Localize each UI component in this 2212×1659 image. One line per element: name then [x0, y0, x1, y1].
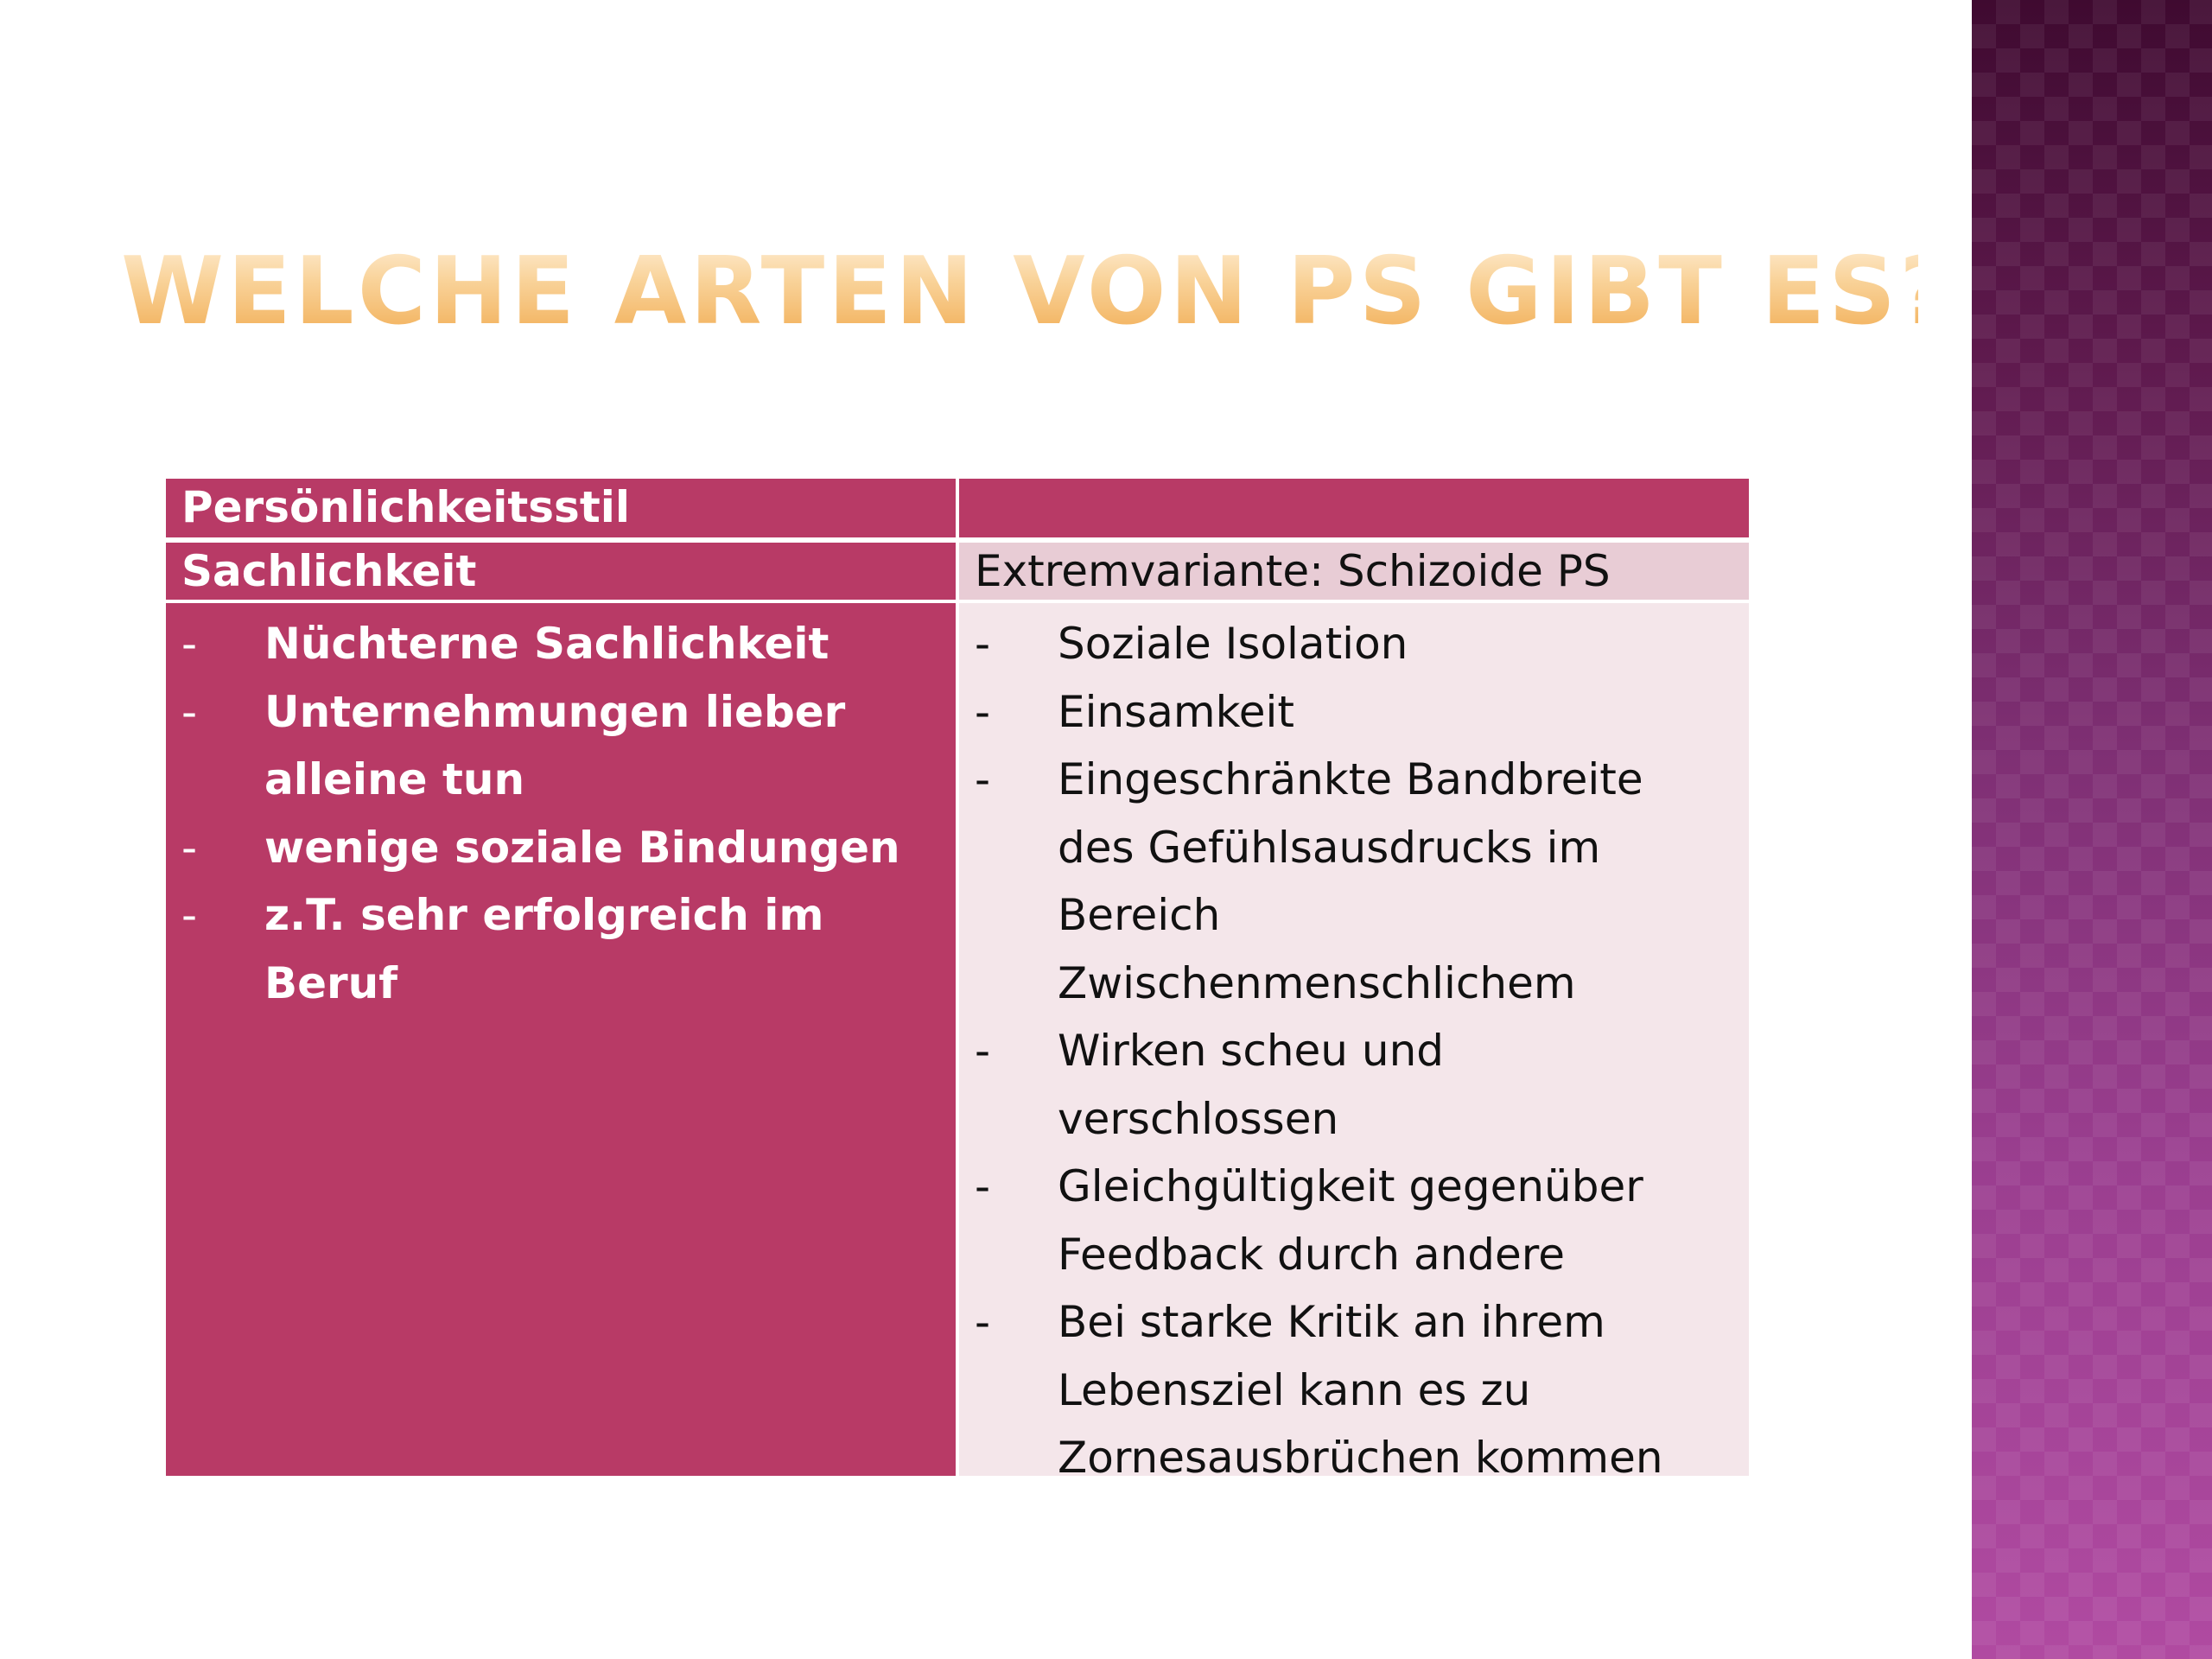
header-left-text: Persönlichkeitsstil [181, 482, 630, 532]
bullet-text-line: Gleichgültigkeit gegenüber [1058, 1161, 1643, 1211]
left-list-item [181, 678, 942, 814]
body-cell-right [959, 603, 1749, 1476]
bullet-dash: - [975, 1297, 991, 1347]
bullet-dash: - [975, 619, 991, 669]
bullet-dash: - [975, 1161, 991, 1211]
bullet-dash: - [181, 822, 198, 873]
bullet-text-line: Bei starke Kritik an ihrem [1058, 1297, 1605, 1347]
header-cell-right [959, 479, 1749, 537]
bullet-dash: - [975, 754, 991, 804]
right-list-item [975, 1017, 1735, 1153]
decorative-side-band [1972, 0, 2212, 1659]
bullet-text-line: Feedback durch andere [1058, 1229, 1566, 1280]
bullet-text-line: verschlossen [1058, 1093, 1339, 1144]
bullet-text-line: alleine tun [264, 754, 525, 804]
bullet-dash: - [975, 686, 991, 737]
right-list-item [975, 746, 1735, 1017]
bullet-dash: - [181, 686, 198, 737]
subheader-cell-right [959, 543, 1749, 600]
left-list-item [181, 814, 942, 882]
right-list-item [975, 1288, 1735, 1476]
subheader-right-text: Extremvariante: Schizoide PS [975, 546, 1611, 596]
bullet-text-line: des Gefühlsausdrucks im [1058, 822, 1601, 873]
bullet-text-line: Nüchterne Sachlichkeit [264, 619, 830, 669]
comparison-table [166, 479, 1749, 1476]
right-list-item [975, 1153, 1735, 1288]
right-list-item [975, 678, 1735, 747]
bullet-text-line: Lebensziel kann es zu [1058, 1364, 1531, 1415]
bullet-text-line: wenige soziale Bindungen [264, 822, 900, 873]
left-list-item [181, 881, 942, 1017]
bullet-text-line: Eingeschränkte Bandbreite [1058, 754, 1643, 804]
left-list-item [181, 610, 942, 678]
subheader-cell-left [166, 543, 956, 600]
body-cell-left [166, 603, 956, 1476]
bullet-dash: - [975, 1026, 991, 1076]
bullet-text-line: Beruf [264, 957, 398, 1008]
header-cell-left [166, 479, 956, 537]
bullet-text-line: Zwischenmenschlichem [1058, 957, 1576, 1008]
bullet-text-line: Wirken scheu und [1058, 1026, 1444, 1076]
bullet-text-line: Einsamkeit [1058, 686, 1294, 737]
bullet-dash: - [181, 619, 198, 669]
slide-title: WELCHE ARTEN VON PS GIBT ES? [121, 232, 1918, 353]
bullet-text-line: Bereich [1058, 890, 1221, 940]
bullet-text-line: z.T. sehr erfolgreich im [264, 890, 824, 940]
bullet-text-line: Soziale Isolation [1058, 619, 1408, 669]
left-bullet-list [181, 610, 942, 1017]
right-list-item [975, 610, 1735, 678]
bullet-text-line: Unternehmungen lieber [264, 686, 846, 737]
bullet-text-line: Zornesausbrüchen kommen [1058, 1433, 1663, 1476]
subheader-left-text: Sachlichkeit [181, 546, 477, 596]
right-bullet-list [975, 610, 1735, 1476]
bullet-dash: - [181, 890, 198, 940]
